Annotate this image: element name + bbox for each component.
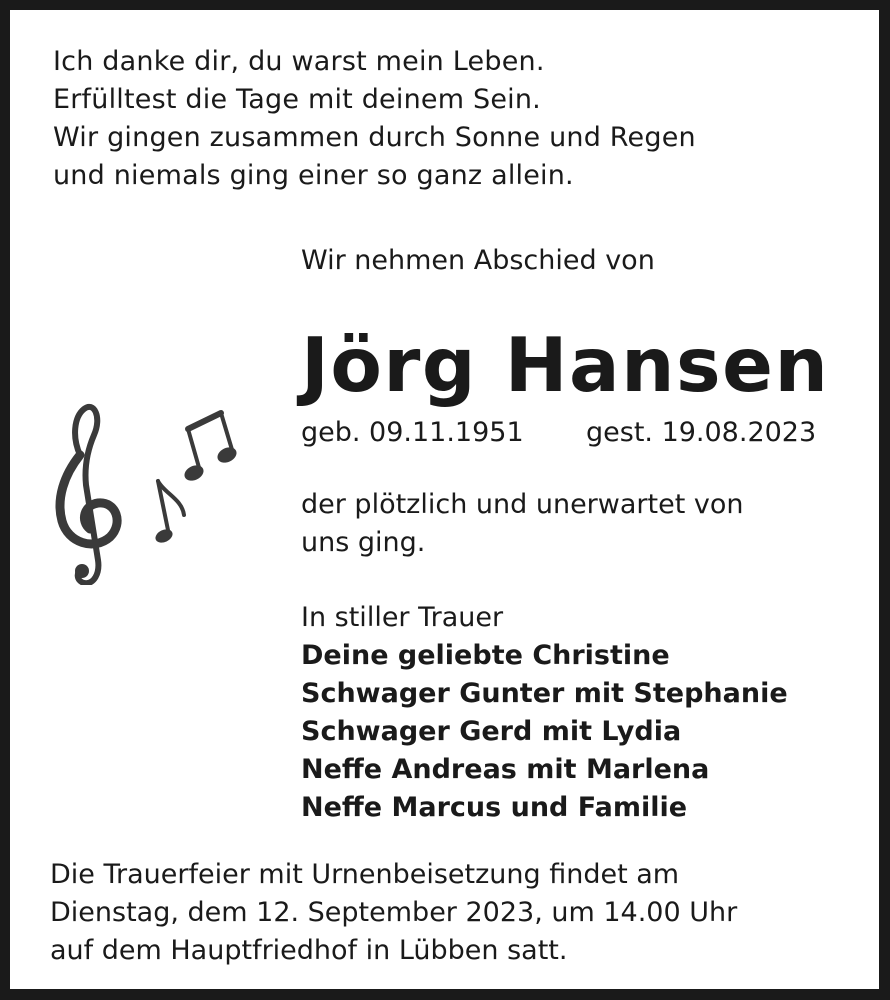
death-date: gest. 19.08.2023 — [586, 417, 817, 448]
farewell-intro: Wir nehmen Abschied von — [301, 245, 655, 276]
passing-notice — [301, 486, 743, 562]
birth-date: geb. 09.11.1951 — [301, 417, 524, 448]
poem-line: Wir gingen zusammen durch Sonne und Regen — [53, 122, 696, 153]
mourner: Neffe Andreas mit Marlena — [301, 754, 710, 785]
music-notes-icon — [40, 395, 245, 585]
mourning-heading: In stiller Trauer — [301, 602, 504, 633]
mourner: Deine geliebte Christine — [301, 640, 670, 671]
poem-line: und niemals ging einer so ganz allein. — [53, 160, 574, 191]
mourner: Schwager Gunter mit Stephanie — [301, 678, 788, 709]
deceased-name: Jörg Hansen — [301, 321, 830, 409]
poem — [53, 43, 696, 195]
service-line: Die Trauerfeier mit Urnenbeisetzung findet am — [50, 859, 680, 890]
funeral-service-info — [50, 856, 737, 970]
mourners-list — [301, 637, 788, 827]
service-line: auf dem Hauptfriedhof in Lübben satt. — [50, 935, 568, 966]
notice-line: der plötzlich und unerwartet von — [301, 489, 744, 520]
mourner: Schwager Gerd mit Lydia — [301, 716, 682, 747]
poem-line: Erfülltest die Tage mit deinem Sein. — [53, 84, 541, 115]
notice-line: uns ging. — [301, 527, 426, 558]
poem-line: Ich danke dir, du warst mein Leben. — [53, 46, 545, 77]
mourner: Neffe Marcus und Familie — [301, 792, 688, 823]
service-line: Dienstag, dem 12. September 2023, um 14.00 Uhr — [50, 897, 738, 928]
